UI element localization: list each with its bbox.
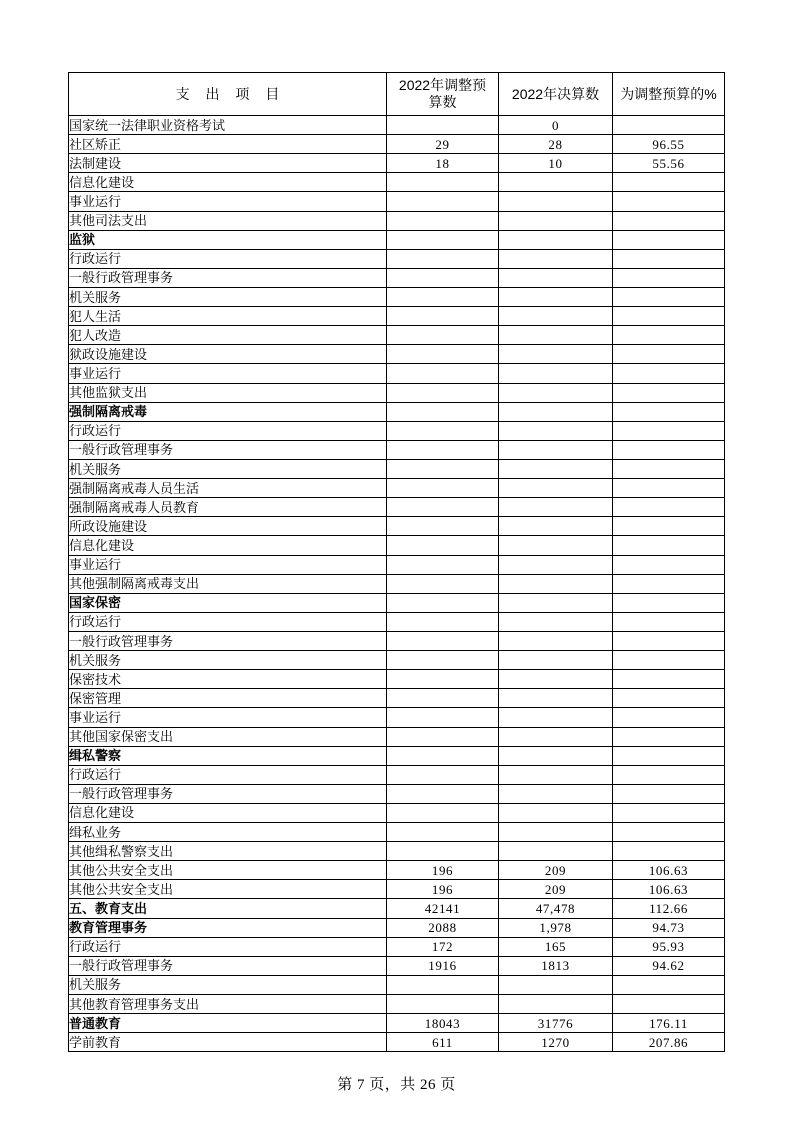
adjusted-budget-cell [387, 574, 499, 593]
item-cell: 行政运行 [69, 421, 387, 440]
final-accounts-cell [499, 307, 613, 326]
item-cell: 保密技术 [69, 670, 387, 689]
table-row [69, 937, 725, 956]
adjusted-budget-cell [387, 727, 499, 746]
adjusted-budget-cell [387, 803, 499, 822]
item-cell: 行政运行 [69, 612, 387, 631]
item-cell: 保密管理 [69, 689, 387, 708]
table-row [69, 249, 725, 268]
final-accounts-cell: 10 [499, 154, 613, 173]
percent-cell [613, 574, 725, 593]
page-number: 第 7 页，共 26 页 [337, 1077, 456, 1093]
table-row [69, 574, 725, 593]
adjusted-budget-cell: 196 [387, 880, 499, 899]
adjusted-budget-cell [387, 823, 499, 842]
percent-cell [613, 440, 725, 459]
adjusted-budget-cell: 42141 [387, 899, 499, 918]
percent-cell [613, 173, 725, 192]
percent-cell [613, 631, 725, 650]
percent-cell [613, 651, 725, 670]
adjusted-budget-cell [387, 364, 499, 383]
item-cell: 事业运行 [69, 708, 387, 727]
percent-cell [613, 268, 725, 287]
table-row [69, 631, 725, 650]
adjusted-budget-cell: 196 [387, 861, 499, 880]
final-accounts-cell [499, 326, 613, 345]
final-accounts-cell [499, 173, 613, 192]
adjusted-budget-cell [387, 326, 499, 345]
expenditure-table [68, 72, 725, 1052]
percent-cell: 94.62 [613, 956, 725, 975]
percent-cell [613, 287, 725, 306]
item-cell: 机关服务 [69, 651, 387, 670]
adjusted-budget-cell [387, 975, 499, 994]
percent-cell [613, 555, 725, 574]
percent-cell: 95.93 [613, 937, 725, 956]
table-row [69, 670, 725, 689]
table-row [69, 1033, 725, 1052]
item-cell: 强制隔离戒毒 [69, 402, 387, 421]
item-cell: 机关服务 [69, 459, 387, 478]
table-row [69, 459, 725, 478]
final-accounts-cell [499, 383, 613, 402]
item-cell: 其他司法支出 [69, 211, 387, 230]
adjusted-budget-cell: 29 [387, 135, 499, 154]
adjusted-budget-cell [387, 268, 499, 287]
item-cell: 缉私业务 [69, 823, 387, 842]
percent-cell [613, 116, 725, 135]
table-row [69, 727, 725, 746]
table-row [69, 612, 725, 631]
adjusted-budget-cell [387, 708, 499, 727]
percent-cell [613, 727, 725, 746]
final-accounts-cell [499, 230, 613, 249]
final-accounts-cell [499, 536, 613, 555]
adjusted-budget-cell: 172 [387, 937, 499, 956]
adjusted-budget-cell: 611 [387, 1033, 499, 1052]
table-row [69, 765, 725, 784]
item-cell: 一般行政管理事务 [69, 268, 387, 287]
adjusted-budget-cell [387, 555, 499, 574]
final-accounts-cell [499, 364, 613, 383]
percent-cell [613, 249, 725, 268]
final-accounts-cell [499, 727, 613, 746]
percent-cell [613, 975, 725, 994]
table-row [69, 307, 725, 326]
final-accounts-cell [499, 459, 613, 478]
table-row [69, 1014, 725, 1033]
adjusted-budget-cell [387, 765, 499, 784]
item-cell: 其他公共安全支出 [69, 861, 387, 880]
item-cell: 其他监狱支出 [69, 383, 387, 402]
adjusted-budget-cell [387, 689, 499, 708]
adjusted-budget-cell [387, 307, 499, 326]
percent-cell [613, 842, 725, 861]
final-accounts-cell [499, 842, 613, 861]
percent-cell [613, 995, 725, 1014]
item-cell: 五、教育支出 [69, 899, 387, 918]
percent-cell [613, 230, 725, 249]
adjusted-budget-cell [387, 784, 499, 803]
item-cell: 一般行政管理事务 [69, 440, 387, 459]
percent-cell [613, 670, 725, 689]
table-body [69, 116, 725, 1052]
table-header [69, 73, 725, 116]
table-row [69, 555, 725, 574]
percent-cell: 106.63 [613, 880, 725, 899]
item-cell: 其他教育管理事务支出 [69, 995, 387, 1014]
adjusted-budget-cell [387, 383, 499, 402]
final-accounts-cell [499, 421, 613, 440]
final-accounts-cell [499, 975, 613, 994]
table-row [69, 364, 725, 383]
table-row [69, 689, 725, 708]
final-accounts-cell: 165 [499, 937, 613, 956]
adjusted-budget-cell [387, 631, 499, 650]
percent-cell [613, 765, 725, 784]
final-accounts-cell: 1270 [499, 1033, 613, 1052]
percent-cell: 55.56 [613, 154, 725, 173]
table-row [69, 593, 725, 612]
final-accounts-cell [499, 268, 613, 287]
table-row [69, 345, 725, 364]
adjusted-budget-cell [387, 498, 499, 517]
item-cell: 事业运行 [69, 364, 387, 383]
item-cell: 狱政设施建设 [69, 345, 387, 364]
adjusted-budget-cell: 1916 [387, 956, 499, 975]
table-row [69, 326, 725, 345]
adjusted-budget-cell [387, 746, 499, 765]
item-cell: 其他缉私警察支出 [69, 842, 387, 861]
item-cell: 普通教育 [69, 1014, 387, 1033]
table-row [69, 995, 725, 1014]
final-accounts-cell [499, 249, 613, 268]
final-accounts-cell [499, 670, 613, 689]
table-row [69, 956, 725, 975]
item-cell: 机关服务 [69, 287, 387, 306]
percent-cell: 207.86 [613, 1033, 725, 1052]
percent-cell: 94.73 [613, 918, 725, 937]
adjusted-budget-cell [387, 651, 499, 670]
item-cell: 所政设施建设 [69, 517, 387, 536]
table-row [69, 975, 725, 994]
final-accounts-cell [499, 402, 613, 421]
item-cell: 一般行政管理事务 [69, 631, 387, 650]
percent-cell [613, 192, 725, 211]
table-row [69, 154, 725, 173]
final-accounts-cell [499, 440, 613, 459]
item-cell: 社区矫正 [69, 135, 387, 154]
table-row [69, 861, 725, 880]
item-cell: 学前教育 [69, 1033, 387, 1052]
table-row [69, 479, 725, 498]
final-accounts-cell: 209 [499, 880, 613, 899]
final-accounts-cell [499, 631, 613, 650]
table-row [69, 536, 725, 555]
item-cell: 事业运行 [69, 555, 387, 574]
final-accounts-cell [499, 211, 613, 230]
final-accounts-cell: 209 [499, 861, 613, 880]
final-accounts-cell [499, 345, 613, 364]
percent-cell [613, 536, 725, 555]
final-accounts-cell [499, 803, 613, 822]
item-cell: 法制建设 [69, 154, 387, 173]
item-cell: 国家保密 [69, 593, 387, 612]
adjusted-budget-cell [387, 612, 499, 631]
final-accounts-cell [499, 823, 613, 842]
item-cell: 一般行政管理事务 [69, 956, 387, 975]
table-row [69, 842, 725, 861]
final-accounts-cell [499, 479, 613, 498]
percent-cell: 176.11 [613, 1014, 725, 1033]
table-row [69, 746, 725, 765]
percent-cell [613, 746, 725, 765]
table-row [69, 192, 725, 211]
percent-cell [613, 459, 725, 478]
table-row [69, 173, 725, 192]
final-accounts-cell [499, 192, 613, 211]
table-row [69, 784, 725, 803]
adjusted-budget-cell [387, 173, 499, 192]
table-row [69, 803, 725, 822]
final-accounts-cell [499, 517, 613, 536]
percent-cell [613, 784, 725, 803]
percent-cell [613, 326, 725, 345]
header-item: 支 出 项 目 [69, 73, 387, 116]
item-cell: 强制隔离戒毒人员生活 [69, 479, 387, 498]
adjusted-budget-cell [387, 402, 499, 421]
header-row [69, 73, 725, 116]
percent-cell [613, 402, 725, 421]
item-cell: 其他强制隔离戒毒支出 [69, 574, 387, 593]
percent-cell: 106.63 [613, 861, 725, 880]
table-row [69, 651, 725, 670]
final-accounts-cell [499, 498, 613, 517]
item-cell: 其他公共安全支出 [69, 880, 387, 899]
final-accounts-cell: 47,478 [499, 899, 613, 918]
item-cell: 其他国家保密支出 [69, 727, 387, 746]
adjusted-budget-cell [387, 593, 499, 612]
header-final-accounts: 2022年决算数 [499, 73, 613, 116]
table-row [69, 116, 725, 135]
percent-cell: 96.55 [613, 135, 725, 154]
item-cell: 信息化建设 [69, 803, 387, 822]
adjusted-budget-cell [387, 116, 499, 135]
adjusted-budget-cell [387, 440, 499, 459]
percent-cell [613, 593, 725, 612]
adjusted-budget-cell [387, 421, 499, 440]
table-row [69, 880, 725, 899]
item-cell: 强制隔离戒毒人员教育 [69, 498, 387, 517]
table-row [69, 402, 725, 421]
adjusted-budget-cell [387, 249, 499, 268]
table-row [69, 899, 725, 918]
adjusted-budget-cell: 2088 [387, 918, 499, 937]
final-accounts-cell: 0 [499, 116, 613, 135]
final-accounts-cell: 1,978 [499, 918, 613, 937]
table-row [69, 268, 725, 287]
table-row [69, 708, 725, 727]
adjusted-budget-cell [387, 459, 499, 478]
item-cell: 监狱 [69, 230, 387, 249]
adjusted-budget-cell [387, 536, 499, 555]
table-row [69, 517, 725, 536]
header-percent-of-budget: 为调整预算的% [613, 73, 725, 116]
item-cell: 教育管理事务 [69, 918, 387, 937]
final-accounts-cell [499, 765, 613, 784]
final-accounts-cell [499, 593, 613, 612]
final-accounts-cell [499, 651, 613, 670]
final-accounts-cell [499, 555, 613, 574]
item-cell: 行政运行 [69, 937, 387, 956]
header-adjusted-budget: 2022年调整预算数 [387, 73, 499, 116]
adjusted-budget-cell [387, 287, 499, 306]
adjusted-budget-cell [387, 670, 499, 689]
adjusted-budget-cell [387, 995, 499, 1014]
percent-cell [613, 345, 725, 364]
adjusted-budget-cell: 18 [387, 154, 499, 173]
table-row [69, 230, 725, 249]
final-accounts-cell [499, 784, 613, 803]
percent-cell [613, 211, 725, 230]
item-cell: 犯人改造 [69, 326, 387, 345]
item-cell: 机关服务 [69, 975, 387, 994]
item-cell: 一般行政管理事务 [69, 784, 387, 803]
percent-cell [613, 364, 725, 383]
percent-cell [613, 803, 725, 822]
adjusted-budget-cell [387, 211, 499, 230]
item-cell: 行政运行 [69, 249, 387, 268]
final-accounts-cell: 31776 [499, 1014, 613, 1033]
item-cell: 信息化建设 [69, 173, 387, 192]
percent-cell [613, 708, 725, 727]
adjusted-budget-cell [387, 479, 499, 498]
percent-cell [613, 383, 725, 402]
item-cell: 信息化建设 [69, 536, 387, 555]
final-accounts-cell [499, 746, 613, 765]
percent-cell [613, 612, 725, 631]
table-row [69, 498, 725, 517]
final-accounts-cell [499, 708, 613, 727]
item-cell: 缉私警察 [69, 746, 387, 765]
final-accounts-cell [499, 612, 613, 631]
final-accounts-cell: 1813 [499, 956, 613, 975]
adjusted-budget-cell [387, 230, 499, 249]
final-accounts-cell [499, 689, 613, 708]
adjusted-budget-cell [387, 192, 499, 211]
percent-cell: 112.66 [613, 899, 725, 918]
percent-cell [613, 307, 725, 326]
adjusted-budget-cell: 18043 [387, 1014, 499, 1033]
percent-cell [613, 689, 725, 708]
final-accounts-cell [499, 995, 613, 1014]
final-accounts-cell [499, 287, 613, 306]
item-cell: 国家统一法律职业资格考试 [69, 116, 387, 135]
table-row [69, 440, 725, 459]
table-row [69, 135, 725, 154]
percent-cell [613, 823, 725, 842]
table-row [69, 918, 725, 937]
final-accounts-cell: 28 [499, 135, 613, 154]
table-row [69, 823, 725, 842]
table-row [69, 421, 725, 440]
percent-cell [613, 498, 725, 517]
adjusted-budget-cell [387, 842, 499, 861]
percent-cell [613, 517, 725, 536]
final-accounts-cell [499, 574, 613, 593]
table-row [69, 383, 725, 402]
percent-cell [613, 421, 725, 440]
item-cell: 行政运行 [69, 765, 387, 784]
percent-cell [613, 479, 725, 498]
adjusted-budget-cell [387, 517, 499, 536]
table-row [69, 211, 725, 230]
table-row [69, 287, 725, 306]
item-cell: 事业运行 [69, 192, 387, 211]
adjusted-budget-cell [387, 345, 499, 364]
item-cell: 犯人生活 [69, 307, 387, 326]
